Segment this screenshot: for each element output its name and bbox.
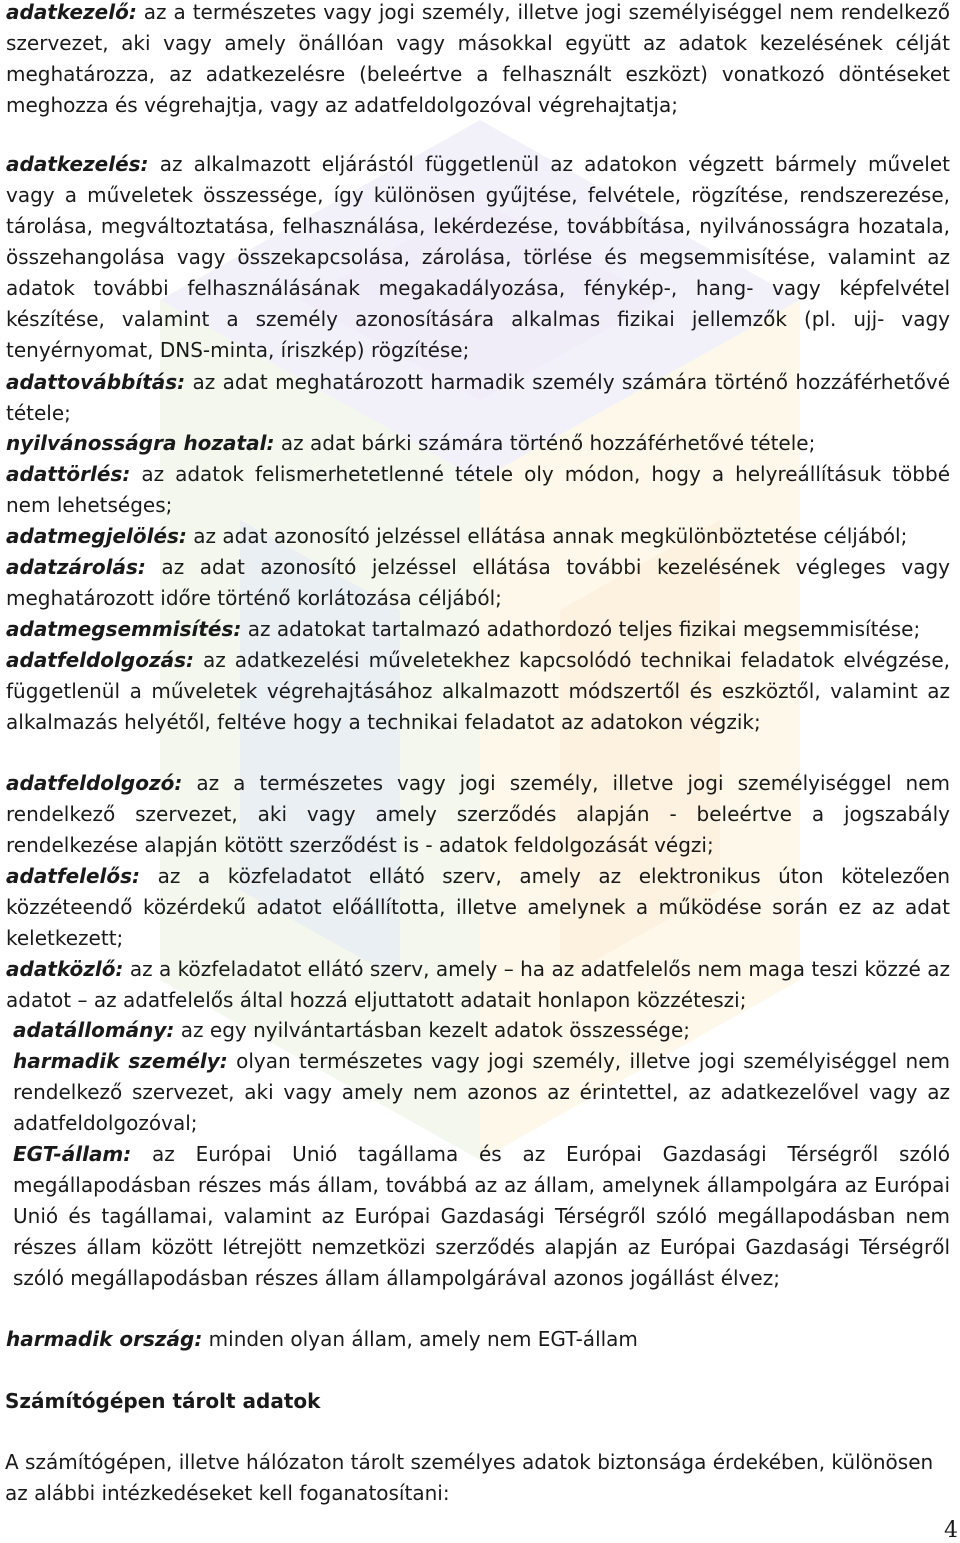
definition-text: az a közfeladatot ellátó szerv, amely az elektronikus úton kötelezően közzéteendő közérdekű adatot előállította, illetve amelynek a működése során ez az adat keletkezett; [6,864,950,950]
definition-text: az Európai Unió tagállama és az Európai Gazdasági Térségről szóló megállapodásban részes más állam, továbbá az az állam, amelynek állampolgára az Európai Unió és tagállamai, valamint az Európai Gazdasági Térségről szóló megállapodásban nem részes állam között létrejött nemzetközi szerződés alapján az Európai Gazdasági Térségről szóló megállapodásban részes állam állampolgárával azonos jogállást élvez; [13,1142,950,1290]
term: EGT-állam: [13,1142,132,1166]
definition-text: az adat azonosító jelzéssel ellátása további kezelésének végleges vagy meghatározott időre történő korlátozása céljából; [6,555,950,610]
definition-adatkozlo [6,954,950,1016]
definition-text: az adat meghatározott harmadik személy számára történő hozzáférhetővé tétele; [6,370,950,425]
definition-adatmegjeloles [6,521,950,552]
definition-adatfelelos [6,861,950,954]
term: adatmegjelölés: [6,524,187,548]
definition-harmadik-szemely [13,1046,950,1139]
definition-text: az adatok felismerhetetlenné tétele oly módon, hogy a helyreállításuk többé nem lehetséges; [6,462,950,517]
definition-text: az adat azonosító jelzéssel ellátása annak megkülönböztetése céljából; [186,524,908,548]
term: adatfeldolgozó: [6,771,183,795]
definition-text: az adatokat tartalmazó adathordozó teljes fizikai megsemmisítése; [241,617,921,641]
definition-text: olyan természetes vagy jogi személy, illetve jogi személyiséggel nem rendelkező szervezet, aki vagy amely nem azonos az érintettel, az adatkezelővel vagy az adatfeldolgozóval; [13,1049,950,1135]
term: harmadik személy: [13,1049,228,1073]
definition-adatfeldolgozas [6,645,950,738]
definition-adatfeldolgozo [6,768,950,861]
definition-text: az alkalmazott eljárástól függetlenül az adatokon végzett bármely művelet vagy a műveletek összessége, így különösen gyűjtése, felvétele, rögzítése, rendszerezése, tárolása, megváltoztatása, felhasználása, lekérdezése, továbbítása, nyilvánosságra hozatala, összehangolása vagy összekapcsolása, zárolása, törlése és megsemmisítése, valamint az adatok további felhasználásának megakadályozása, fénykép-, hang- vagy képfelvétel készítése, valamint a személy azonosítására alkalmas fizikai jellemzők (pl. ujj- vagy tenyérnyomat, DNS-minta, íriszkép) rögzítése; [6,152,950,362]
term: adatzárolás: [6,555,146,579]
definition-adatmegsemmisites [6,614,950,645]
term: adatmegsemmisítés: [6,617,242,641]
definition-adattovabbitas [6,367,950,429]
term: adatfelelős: [6,864,141,888]
definition-adattorles [6,459,950,521]
term: adatállomány: [13,1018,175,1042]
term: nyilvánosságra hozatal: [6,431,275,455]
definition-text: az a természetes vagy jogi személy, illetve jogi személyiséggel nem rendelkező szervezet, aki vagy amely szerződés alapján - beleértve a jogszabály rendelkezése alapján kötött szerződést is - adatok feldolgozását végzi; [6,771,950,857]
term: adatkezelő: [6,0,137,24]
definition-text: az adat bárki számára történő hozzáférhetővé tétele; [274,431,816,455]
definition-harmadik-orszag [6,1324,950,1355]
definition-egt-allam [13,1139,950,1294]
section-paragraph: A számítógépen, illetve hálózaton tárolt személyes adatok biztonsága érdekében, különösen az alábbi intézkedéseket kell foganatosítani: [5,1450,934,1505]
section-heading: Számítógépen tárolt adatok [5,1389,321,1413]
term: adattörlés: [6,462,131,486]
definition-text: az a közfeladatot ellátó szerv, amely – ha az adatfelelős nem maga teszi közzé az adatot – az adatfelelős által hozzá eljuttatott adatait honlapon közzéteszi; [6,957,950,1012]
term: adatközlő: [6,957,124,981]
definition-adatallomany [13,1015,950,1046]
definition-nyilvanossagra-hozatal [6,428,950,459]
definition-text: az adatkezelési műveletekhez kapcsolódó technikai feladatok elvégzése, függetlenül a műveletek végrehajtásához alkalmazott módszertől és eszköztől, valamint az alkalmazás helyétől, feltéve hogy a technikai feladatot az adatokon végzik; [6,648,950,734]
definition-adatkezelo [6,0,950,121]
term: adattovábbítás: [6,370,186,394]
term: harmadik ország: [6,1327,203,1351]
definition-adatkezeles [6,149,950,366]
term: adatfeldolgozás: [6,648,194,672]
definition-text: az egy nyilvántartásban kezelt adatok összessége; [174,1018,691,1042]
definition-text: az a természetes vagy jogi személy, illetve jogi személyiséggel nem rendelkező szervezet, aki vagy amely önállóan vagy másokkal együtt az adatok kezelésének célját meghatározza, az adatkezelésre (beleértve a felhasznált eszközt) vonatkozó döntéseket meghozza és végrehajtja, vagy az adatfeldolgozóval végrehajtatja; [6,0,950,117]
definition-adatzarolas [6,552,950,614]
definition-text: minden olyan állam, amely nem EGT-állam [202,1327,638,1351]
page-number: 4 [944,1518,958,1543]
term: adatkezelés: [6,152,149,176]
